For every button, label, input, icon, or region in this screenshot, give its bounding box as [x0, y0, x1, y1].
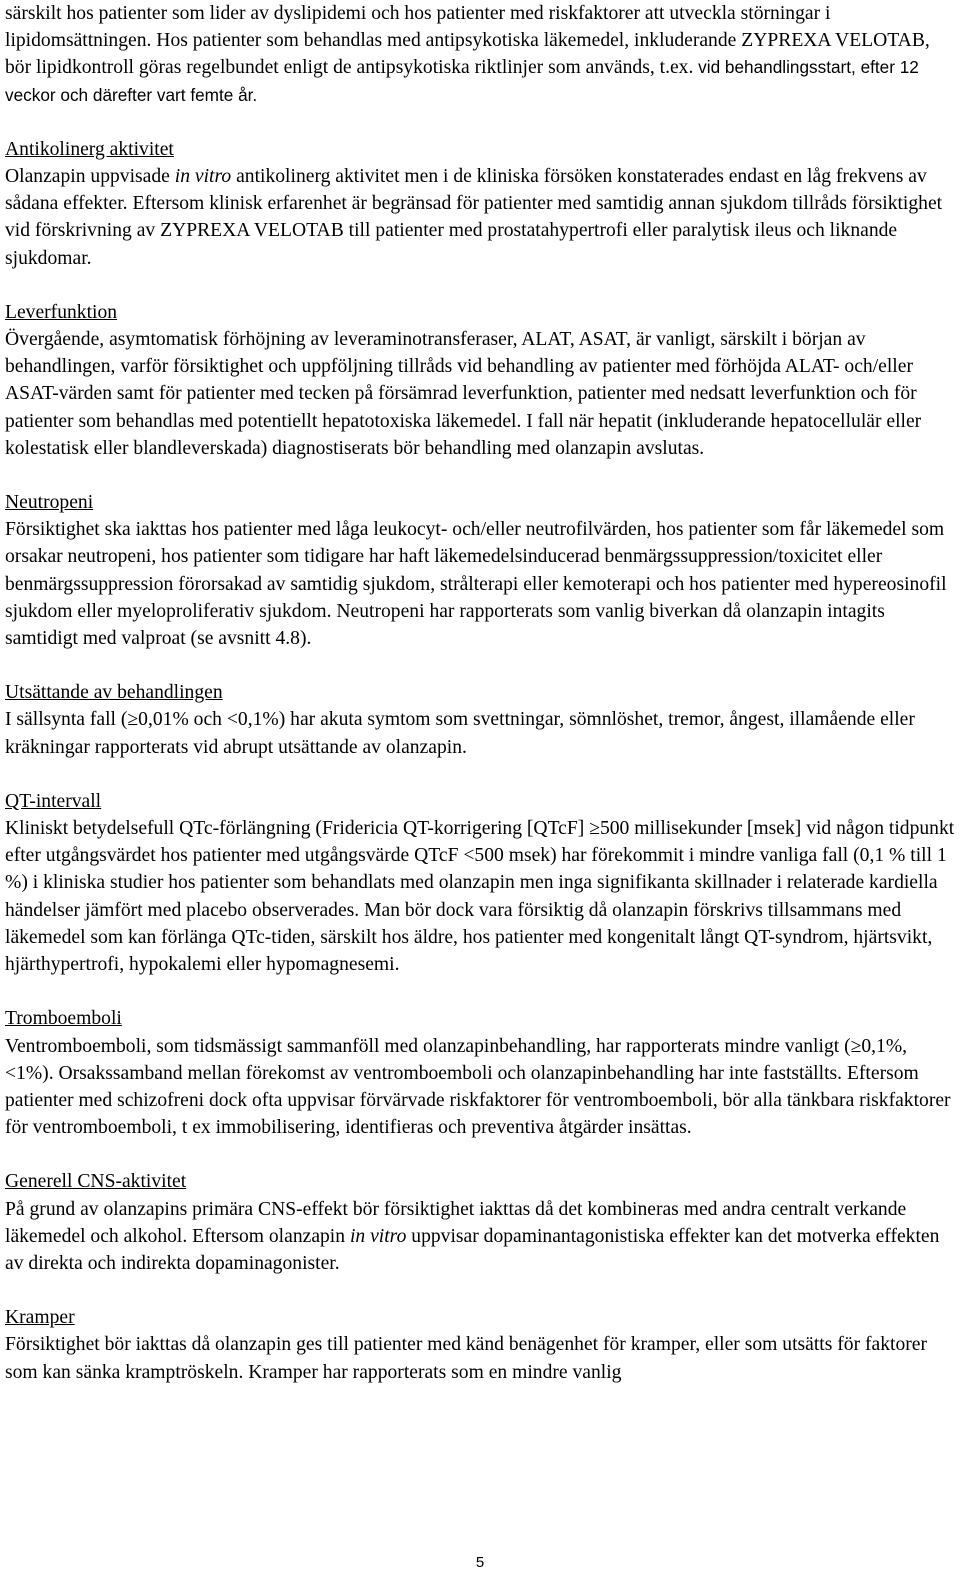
body-text: På grund av olanzapins primära CNS-effekt bör försiktighet iakttas då det kombineras med andra centralt verkande läkemedel och alkohol. Eftersom olanzapin [5, 1198, 907, 1247]
section-generell-cns [5, 1168, 955, 1277]
section-body: Försiktighet ska iakttas hos patienter med låga leukocyt- och/eller neutrofilvärden, hos patienter som får läkemedel som orsakar neutropeni, hos patienter som tidigare har haft läkemedelsinducerad benmärgssuppression/toxicitet eller benmärgssuppression förorsakad av samtidig sjukdom, strålterapi eller kemoterapi och hos patienter med hypereosinofil sjukdom eller myeloproliferativ sjukdom. Neutropeni har rapporterats som vanlig biverkan då olanzapin intagits samtidigt med valproat (se avsnitt 4.8). [5, 519, 947, 650]
section-qt-intervall [5, 788, 955, 978]
spacer [5, 109, 955, 136]
section-heading: QT-intervall [5, 790, 102, 812]
section-heading: Generell CNS-aktivitet [5, 1171, 187, 1193]
section-body: Försiktighet bör iakttas då olanzapin ges till patienter med känd benägenhet för kramper, eller som utsätts för faktorer som kan sänka kramptröskeln. Kramper har rapporterats som en mindre vanlig [5, 1334, 928, 1383]
section-body: Övergående, asymtomatisk förhöjning av leveraminotransferaser, ALAT, ASAT, är vanligt, särskilt i början av behandlingen, varför försiktighet och uppföljning tillråds vid behandling av patienter med förhöjda ALAT- och/eller ASAT-värden samt för patienter med tecken på försämrad leverfunktion, patienter med nedsatt leverfunktion och för patienter som behandlas med potentiellt hepatotoxiska läkemedel. I fall när hepatit (inkluderande hepatocellulär eller kolestatisk eller blandleverskada) diagnostiserats bör behandling med olanzapin avslutas. [5, 329, 922, 459]
section-leverfunktion [5, 299, 955, 462]
section-heading: Kramper [5, 1307, 75, 1329]
body-text: antikolinerg aktivitet men i de kliniska försöken konstaterades endast en låg frekvens av sådana effekter. Eftersom klinisk erfarenhet är begränsad för patienter med samtidig annan sjukdom tillråds försiktighet vid förskrivning av ZYPREXA VELOTAB till patienter med prostatahypertrofi eller paralytisk ileus och liknande sjukdomar. [5, 166, 943, 269]
page-number: 5 [475, 1554, 485, 1571]
section-antikolinerg [5, 136, 955, 272]
spacer [5, 978, 955, 1005]
italic-term: in vitro [174, 166, 232, 188]
section-tromboemboli [5, 1005, 955, 1141]
italic-term: in vitro [349, 1225, 407, 1247]
section-heading: Utsättande av behandlingen [5, 682, 223, 704]
intro-text: särskilt hos patienter som lider av dyslipidemi och hos patienter med riskfaktorer att utveckla störningar i lipidomsättningen. Hos patienter som behandlas med antipsykotiska läkemedel, inkluderande ZYPREXA VELOTAB, bör lipidkontroll göras regelbundet enligt de antipsykotiska riktlinjer som används, t.ex. [5, 3, 930, 79]
section-kramper [5, 1304, 955, 1386]
spacer [5, 1277, 955, 1304]
section-neutropeni [5, 489, 955, 652]
section-heading: Tromboemboli [5, 1008, 122, 1030]
section-heading: Antikolinerg aktivitet [5, 138, 174, 160]
section-body [5, 1196, 955, 1278]
spacer [5, 652, 955, 679]
section-utsattande [5, 679, 955, 761]
spacer [5, 1141, 955, 1168]
section-heading: Leverfunktion [5, 301, 118, 323]
section-heading: Neutropeni [5, 492, 94, 514]
section-body: Kliniskt betydelsefull QTc-förlängning (Fridericia QT-korrigering [QTcF] ≥500 millisekunder [msek] vid någon tidpunkt efter utgångsvärdet hos patienter med utgångsvärde QTcF <500 msek) har förekommit i mindre vanliga fall (0,1 % till 1 %) i kliniska studier hos patienter som behandlats med olanzapin men inga signifikanta skillnader i relaterade kardiella händelser jämfört med placebo observerades. Man bör dock vara försiktig då olanzapin förskrivs tillsammans med läkemedel som kan förlänga QTc-tiden, särskilt hos äldre, hos patienter med kongenitalt långt QT-syndrom, hjärtsvikt, hjärthypertrofi, hypokalemi eller hypomagnesemi. [5, 818, 955, 976]
spacer [5, 272, 955, 299]
document-page [5, 0, 955, 1386]
body-text: uppvisar dopaminantagonistiska effekter kan det motverka effekten av direkta och indirekta dopaminagonister. [5, 1225, 940, 1274]
section-body: I sällsynta fall (≥0,01% och <0,1%) har akuta symtom som svettningar, sömnlöshet, tremor, ångest, illamående eller kräkningar rapporterats vid abrupt utsättande av olanzapin. [5, 709, 915, 758]
spacer [5, 462, 955, 489]
intro-text-sans: vid behandlingsstart, efter 12 veckor och därefter vart femte år. [5, 57, 919, 105]
body-text: Olanzapin uppvisade [5, 166, 175, 188]
spacer [5, 761, 955, 788]
intro-paragraph [5, 0, 955, 109]
section-body [5, 163, 955, 272]
section-body: Ventromboemboli, som tidsmässigt sammanföll med olanzapinbehandling, har rapporterats mindre vanligt (≥0,1%, <1%). Orsakssamband mellan förekomst av ventromboemboli och olanzapinbehandling har inte fastställts. Eftersom patienter med schizofreni dock ofta uppvisar förvärvade riskfaktorer för ventromboemboli, bör alla tänkbara riskfaktorer för ventromboemboli, t ex immobilisering, identifieras och preventiva åtgärder insättas. [5, 1035, 951, 1139]
